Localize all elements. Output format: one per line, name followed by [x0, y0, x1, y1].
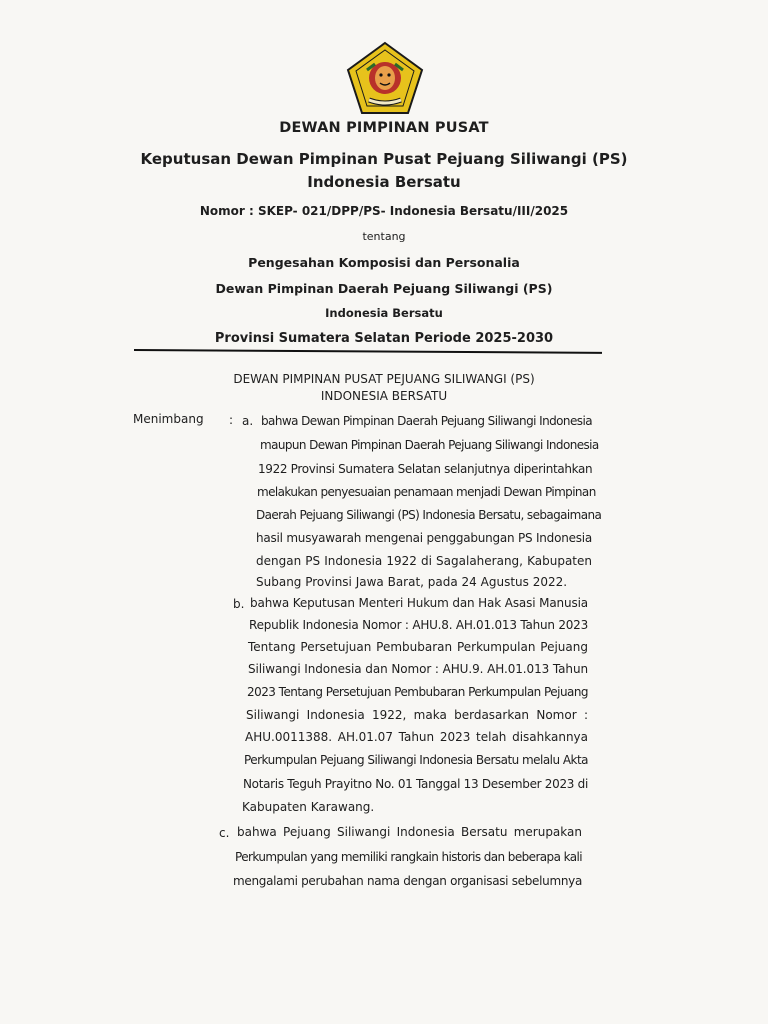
- item-a-line: 1922 Provinsi Sumatera Selatan selanjutnya diperintahkan: [258, 462, 593, 476]
- item-b-line: AHU.0011388. AH.01.07 Tahun 2023 telah disahkannya: [245, 730, 588, 744]
- subject-line1: Pengesahan Komposisi dan Personalia: [248, 255, 520, 270]
- item-a-line: dengan PS Indonesia 1922 di Sagalaherang, Kabupaten: [256, 554, 592, 568]
- item-b-marker: b.: [233, 597, 245, 611]
- item-c-line: Perkumpulan yang memiliki rangkain historis dan beberapa kali: [235, 850, 582, 864]
- item-b-line: bahwa Keputusan Menteri Hukum dan Hak Asasi Manusia: [250, 596, 588, 610]
- item-c-line: mengalami perubahan nama dengan organisasi sebelumnya: [233, 874, 582, 888]
- item-a-line: bahwa Dewan Pimpinan Daerah Pejuang Siliwangi Indonesia: [261, 414, 592, 428]
- menimbang-label: Menimbang: [133, 412, 204, 426]
- body-heading-line1: DEWAN PIMPINAN PUSAT PEJUANG SILIWANGI (PS): [233, 372, 535, 386]
- org-title: DEWAN PIMPINAN PUSAT: [279, 120, 489, 136]
- menimbang-colon: :: [229, 413, 234, 427]
- item-c-marker: c.: [219, 826, 230, 840]
- subject-line4: Provinsi Sumatera Selatan Periode 2025-2030: [214, 331, 554, 346]
- body-heading-line2: INDONESIA BERSATU: [320, 389, 448, 403]
- item-b-line: 2023 Tentang Persetujuan Pembubaran Perkumpulan Pejuang: [247, 685, 588, 699]
- decree-number: Nomor : SKEP- 021/DPP/PS- Indonesia Bersatu/III/2025: [199, 204, 569, 218]
- item-a-line: Daerah Pejuang Siliwangi (PS) Indonesia Bersatu, sebagaimana: [256, 508, 602, 522]
- decree-title-line1: Keputusan Dewan Pimpinan Pusat Pejuang Siliwangi (PS): [140, 150, 628, 168]
- header-divider: [134, 349, 602, 354]
- item-b-line: Kabupaten Karawang.: [242, 800, 375, 814]
- item-a-line: melakukan penyesuaian penamaan menjadi Dewan Pimpinan: [257, 485, 596, 499]
- item-b-line: Siliwangi Indonesia 1922, maka berdasarkan Nomor :: [246, 708, 588, 722]
- item-b-line: Siliwangi Indonesia dan Nomor : AHU.9. AH.01.013 Tahun: [248, 662, 588, 676]
- item-c-line: bahwa Pejuang Siliwangi Indonesia Bersatu merupakan: [237, 825, 582, 839]
- item-b-line: Perkumpulan Pejuang Siliwangi Indonesia Bersatu melalu Akta: [244, 753, 588, 767]
- item-b-line: Tentang Persetujuan Pembubaran Perkumpulan Pejuang: [248, 640, 588, 654]
- tentang-label: tentang: [362, 230, 406, 243]
- decree-title-line2: Indonesia Bersatu: [307, 173, 461, 191]
- item-a-line: Subang Provinsi Jawa Barat, pada 24 Agustus 2022.: [256, 575, 568, 589]
- item-b-line: Republik Indonesia Nomor : AHU.8. AH.01.013 Tahun 2023: [249, 618, 588, 632]
- item-a-line: maupun Dewan Pimpinan Daerah Pejuang Siliwangi Indonesia: [260, 438, 599, 452]
- item-a-line: hasil musyawarah mengenai penggabungan PS Indonesia: [256, 531, 592, 545]
- item-b-line: Notaris Teguh Prayitno No. 01 Tanggal 13 Desember 2023 di: [243, 777, 588, 791]
- emblem-logo-icon: [345, 40, 425, 116]
- item-a-marker: a.: [242, 414, 254, 428]
- subject-line3: Indonesia Bersatu: [325, 306, 443, 320]
- subject-line2: Dewan Pimpinan Daerah Pejuang Siliwangi (PS): [215, 281, 553, 296]
